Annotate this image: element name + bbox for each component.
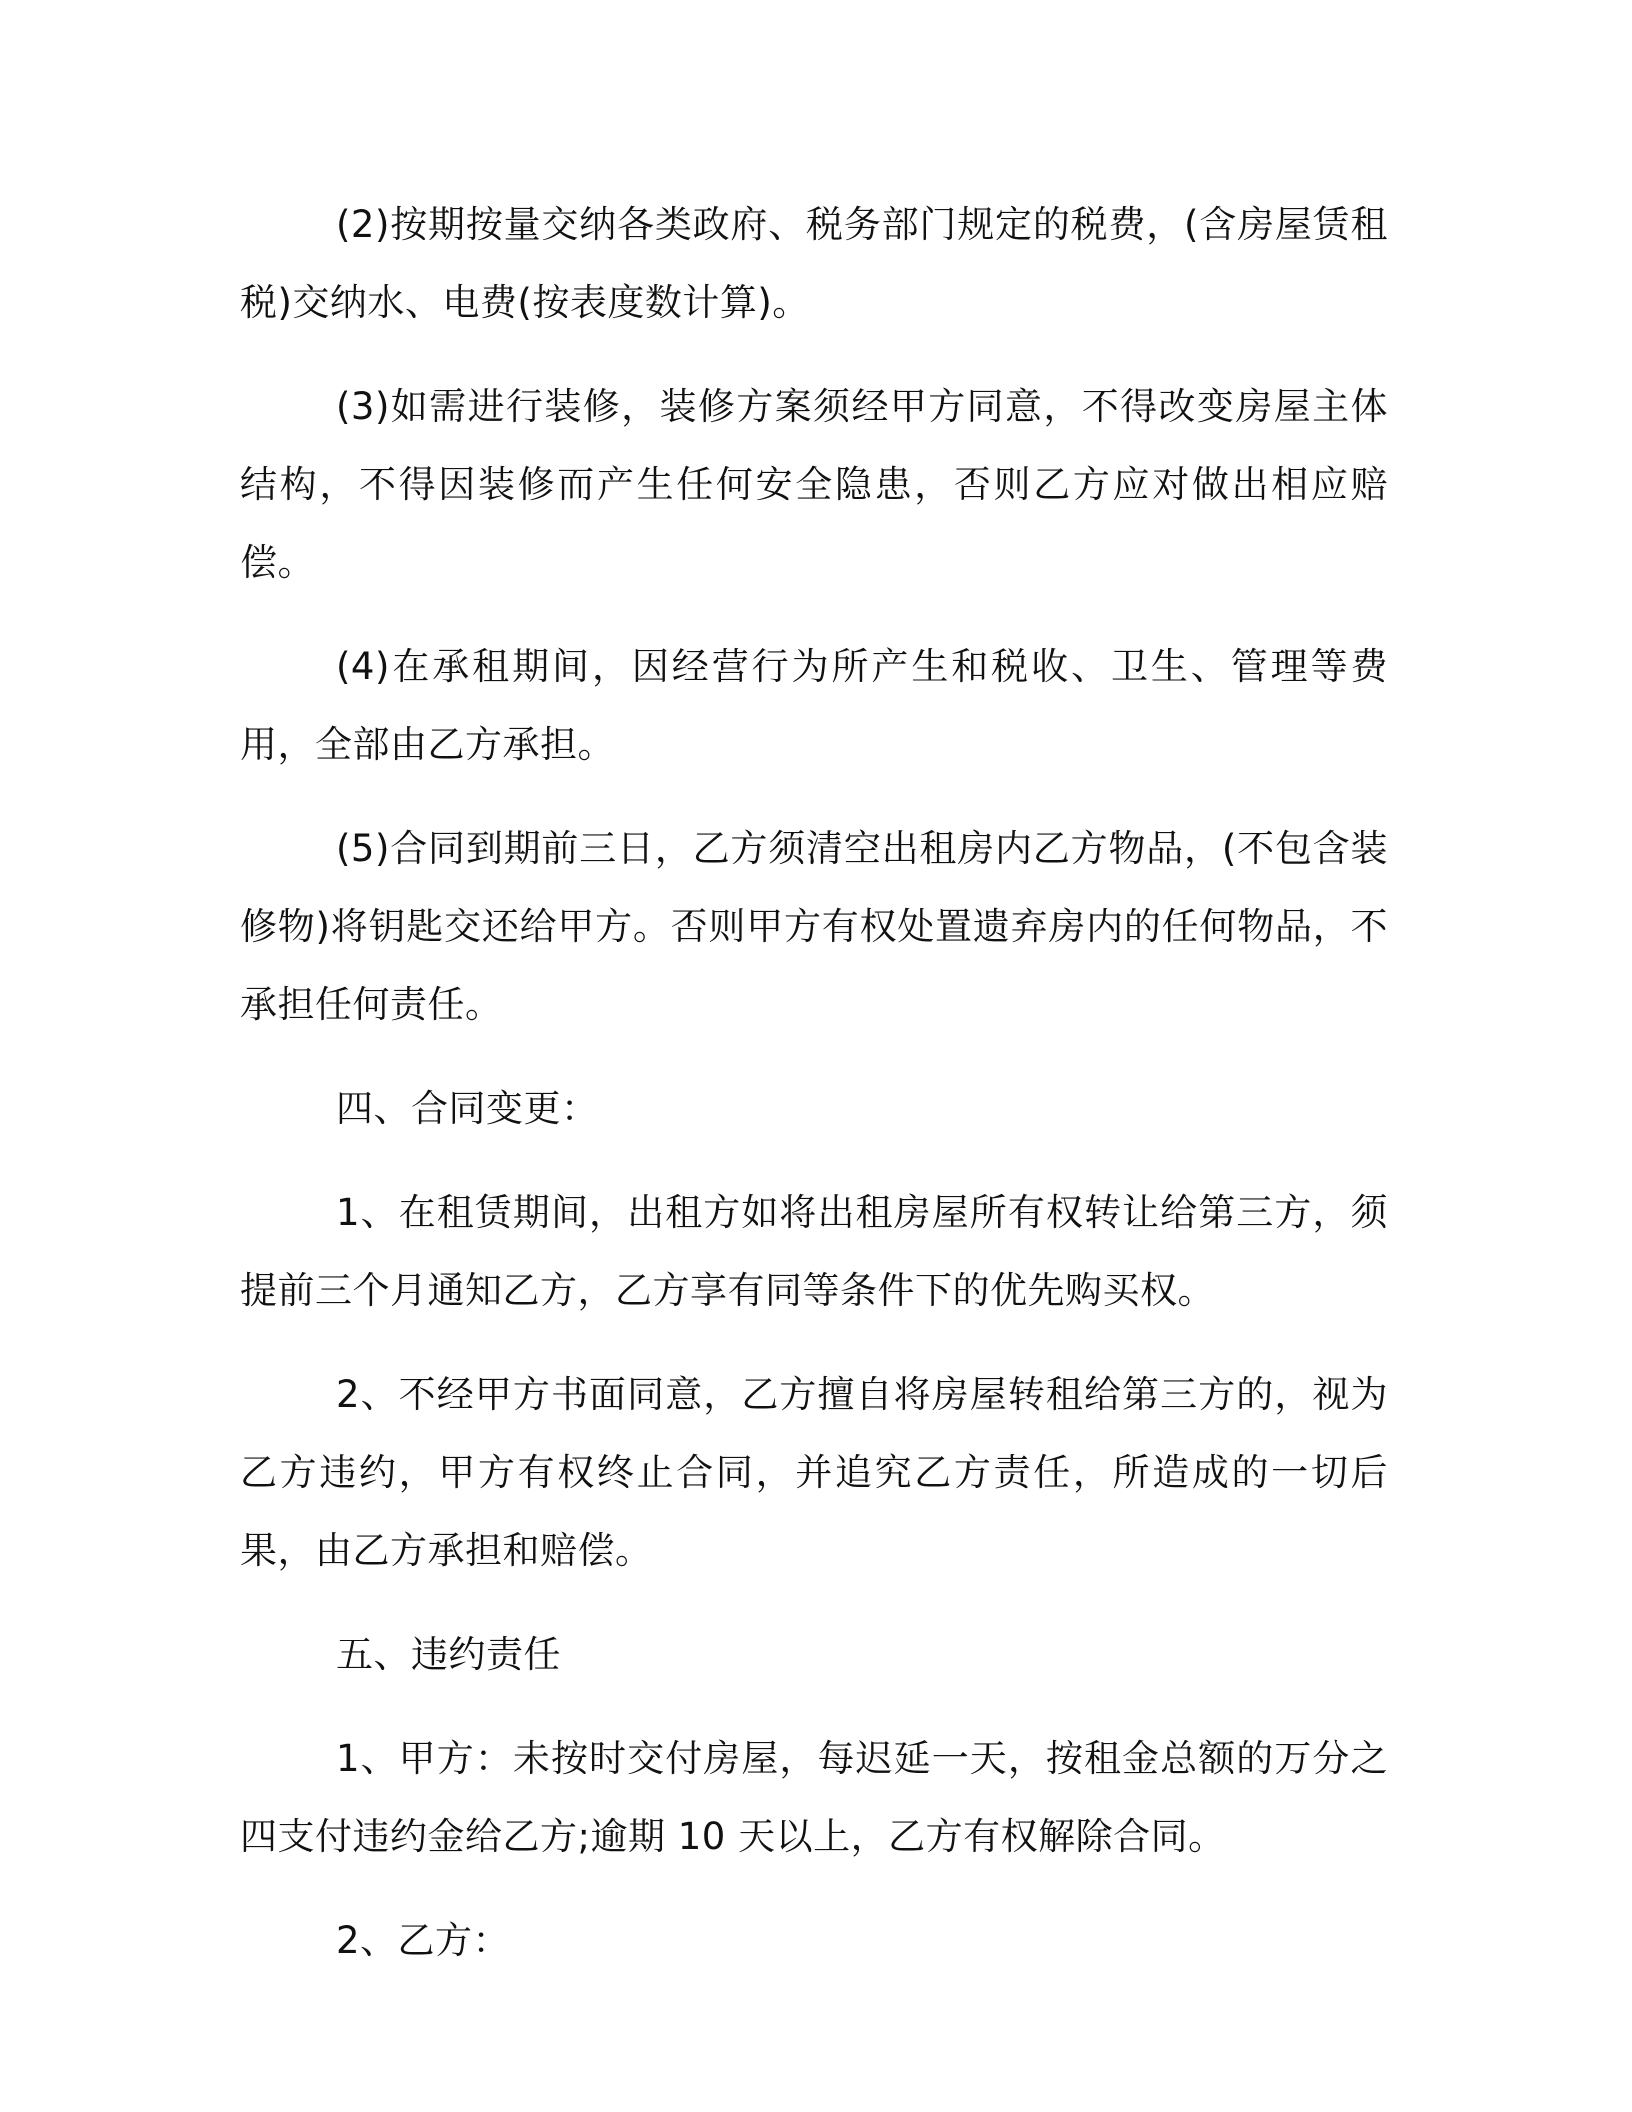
clause-paragraph: (2)按期按量交纳各类政府、税务部门规定的税费，(含房屋赁租税)交纳水、电费(按表度数计算)。: [240, 203, 1388, 324]
clause-paragraph: 1、在租赁期间，出租方如将出租房屋所有权转让给第三方，须提前三个月通知乙方，乙方享有同等条件下的优先购买权。: [240, 1191, 1388, 1312]
document-body: [240, 186, 1388, 1980]
clause-paragraph: (4)在承租期间，因经营行为所产生和税收、卫生、管理等费用，全部由乙方承担。: [240, 645, 1388, 766]
section-heading: 五、违约责任: [336, 1633, 561, 1676]
clause-paragraph: 1、甲方：未按时交付房屋，每迟延一天，按租金总额的万分之四支付违约金给乙方;逾期 10 天以上，乙方有权解除合同。: [240, 1737, 1388, 1858]
clause-paragraph: 2、不经甲方书面同意，乙方擅自将房屋转租给第三方的，视为乙方违约，甲方有权终止合同，并追究乙方责任，所造成的一切后果，由乙方承担和赔偿。: [240, 1373, 1388, 1572]
section-heading: 四、合同变更：: [336, 1087, 599, 1130]
clause-paragraph: (5)合同到期前三日，乙方须清空出租房内乙方物品，(不包含装修物)将钥匙交还给甲方。否则甲方有权处置遗弃房内的任何物品，不承担任何责任。: [240, 827, 1388, 1026]
clause-paragraph: 2、乙方：: [336, 1919, 511, 1962]
clause-paragraph: (3)如需进行装修，装修方案须经甲方同意，不得改变房屋主体结构，不得因装修而产生任何安全隐患，否则乙方应对做出相应赔偿。: [240, 385, 1388, 584]
